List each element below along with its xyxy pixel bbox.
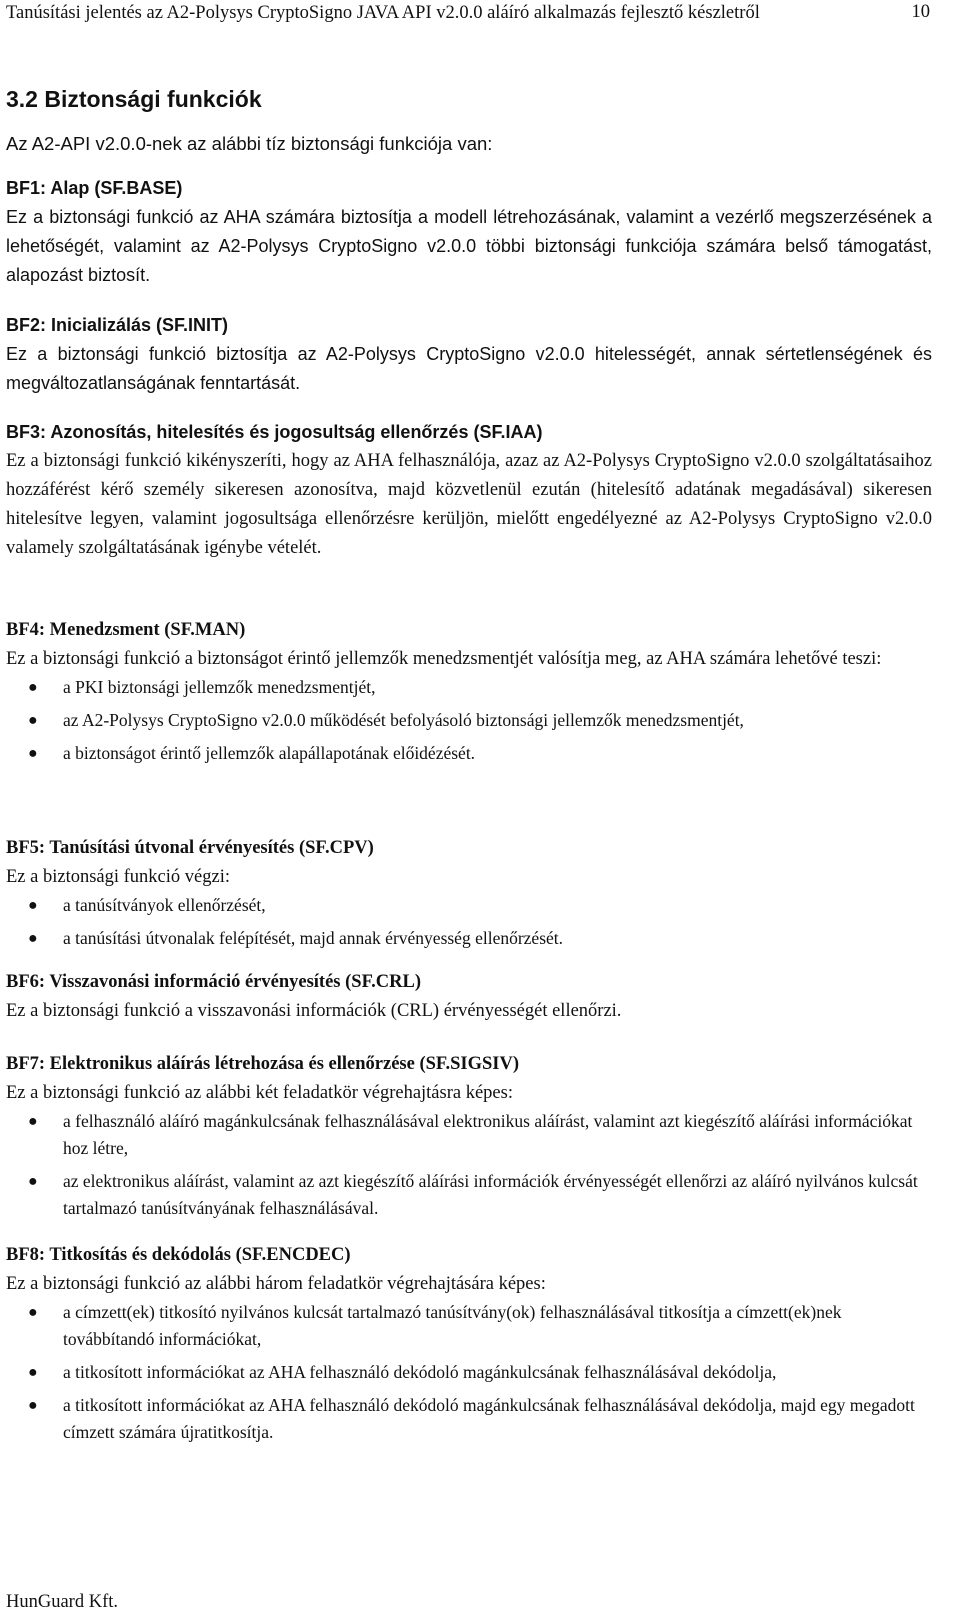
- bf8-block: [6, 1241, 932, 1446]
- list-item: ● a PKI biztonsági jellemzők menedzsmentjét,: [6, 674, 932, 701]
- bf1-block: [6, 174, 932, 290]
- bullet-icon: ●: [28, 930, 38, 947]
- bullet-icon: ●: [28, 1364, 38, 1381]
- bullet-icon: ●: [28, 1397, 38, 1414]
- bf4-text: Ez a biztonsági funkció a biztonságot érintő jellemzők menedzsmentjét valósítja meg, az AHA számára lehetővé teszi:: [6, 649, 882, 669]
- list-item: ● a tanúsítványok ellenőrzését,: [6, 892, 932, 919]
- page-number: 10: [911, 2, 930, 22]
- bf5-text: Ez a biztonsági funkció végzi:: [6, 867, 230, 887]
- bf2-block: [6, 311, 932, 398]
- list-item: ● az elektronikus aláírást, valamint az azt kiegészítő aláírási információk érvényességét ellenőrzi az aláíró nyilvános kulcsát tartalmazó tanúsítványának felhasználásával.: [6, 1168, 932, 1222]
- bullet-icon: ●: [28, 897, 38, 914]
- bf6-title: BF6: Visszavonási információ érvényesítés (SF.CRL): [6, 972, 422, 992]
- bf7-title: BF7: Elektronikus aláírás létrehozása és ellenőrzése (SF.SIGSIV): [6, 1054, 520, 1074]
- page-header-title: Tanúsítási jelentés az A2-Polysys CryptoSigno JAVA API v2.0.0 aláíró alkalmazás fejlesztő készletről: [6, 3, 760, 23]
- bf8-text: Ez a biztonsági funkció az alábbi három feladatkör végrehajtására képes:: [6, 1274, 546, 1294]
- list-item: ● a titkosított információkat az AHA felhasználó dekódoló magánkulcsának felhasználásával dekódolja,: [6, 1359, 932, 1386]
- list-item: ● a tanúsítási útvonalak felépítését, majd annak érvényesség ellenőrzését.: [6, 925, 932, 952]
- bullet-icon: ●: [28, 745, 38, 762]
- bf7-block: [6, 1050, 932, 1222]
- list-item: ● a titkosított információkat az AHA felhasználó dekódoló magánkulcsának felhasználásával dekódolja, majd egy megadott címzett számára újratitkosítja.: [6, 1392, 932, 1446]
- bf6-block: [6, 968, 932, 1026]
- bullet-icon: ●: [28, 1113, 38, 1130]
- bf3-block: [6, 418, 932, 563]
- list-item: ● a biztonságot érintő jellemzők alapállapotának előidézését.: [6, 740, 932, 767]
- bf1-title: BF1: Alap (SF.BASE): [6, 178, 183, 198]
- section-heading: 3.2 Biztonsági funkciók: [6, 86, 262, 112]
- bf8-list: [6, 1299, 932, 1446]
- list-item: ● az A2-Polysys CryptoSigno v2.0.0 működését befolyásoló biztonsági jellemzők menedzsmentjét,: [6, 707, 932, 734]
- bf7-list: [6, 1108, 932, 1222]
- bullet-icon: ●: [28, 1304, 38, 1321]
- bf5-list: [6, 892, 932, 952]
- bf2-title: BF2: Inicializálás (SF.INIT): [6, 315, 229, 335]
- bf2-text: Ez a biztonsági funkció biztosítja az A2-Polysys CryptoSigno v2.0.0 hitelességét, annak sértetlenségének és megváltozatlanságának fenntartását.: [6, 344, 932, 393]
- bf7-text: Ez a biztonsági funkció az alábbi két feladatkör végrehajtásra képes:: [6, 1083, 513, 1103]
- section-intro: Az A2-API v2.0.0-nek az alábbi tíz biztonsági funkciója van:: [6, 133, 493, 154]
- bf1-text: Ez a biztonsági funkció az AHA számára biztosítja a modell létrehozásának, valamint a vezérlő megszerzésének a lehetőségét, valamint az A2-Polysys CryptoSigno v2.0.0 többi biztonsági funkciója számára belső támogatást, alapozást biztosít.: [6, 207, 932, 285]
- bf8-title: BF8: Titkosítás és dekódolás (SF.ENCDEC): [6, 1245, 351, 1265]
- bf4-title: BF4: Menedzsment (SF.MAN): [6, 620, 246, 640]
- bf3-title: BF3: Azonosítás, hitelesítés és jogosultság ellenőrzés (SF.IAA): [6, 422, 543, 442]
- bf5-block: [6, 834, 932, 952]
- bf4-block: [6, 616, 932, 767]
- bullet-icon: ●: [28, 712, 38, 729]
- bf5-title: BF5: Tanúsítási útvonal érvényesítés (SF.CPV): [6, 838, 374, 858]
- footer-company: HunGuard Kft.: [6, 1592, 119, 1612]
- list-item: ● a felhasználó aláíró magánkulcsának felhasználásával elektronikus aláírást, valamint azt kiegészítő aláírási információkat hoz létre,: [6, 1108, 932, 1162]
- bullet-icon: ●: [28, 679, 38, 696]
- list-item: ● a címzett(ek) titkosító nyilvános kulcsát tartalmazó tanúsítvány(ok) felhasználásával titkosítja a címzett(ek)nek továbbítandó információkat,: [6, 1299, 932, 1353]
- bf6-text: Ez a biztonsági funkció a visszavonási információk (CRL) érvényességét ellenőrzi.: [6, 1001, 622, 1021]
- bf4-list: [6, 674, 932, 767]
- bullet-icon: ●: [28, 1173, 38, 1190]
- bf3-text: Ez a biztonsági funkció kikényszeríti, hogy az AHA felhasználója, azaz az A2-Polysys CryptoSigno v2.0.0 szolgáltatásaihoz hozzáférést kérő személy sikeresen azonosítva, majd közvetlenül ezután (hitelesítő adatának megadásával) sikeresen hitelesítve legyen, valamint jogosultsága ellenőrzésre kerüljön, mielőtt engedélyezné az A2-Polysys CryptoSigno v2.0.0 valamely szolgáltatásának igénybe vételét.: [6, 451, 932, 558]
